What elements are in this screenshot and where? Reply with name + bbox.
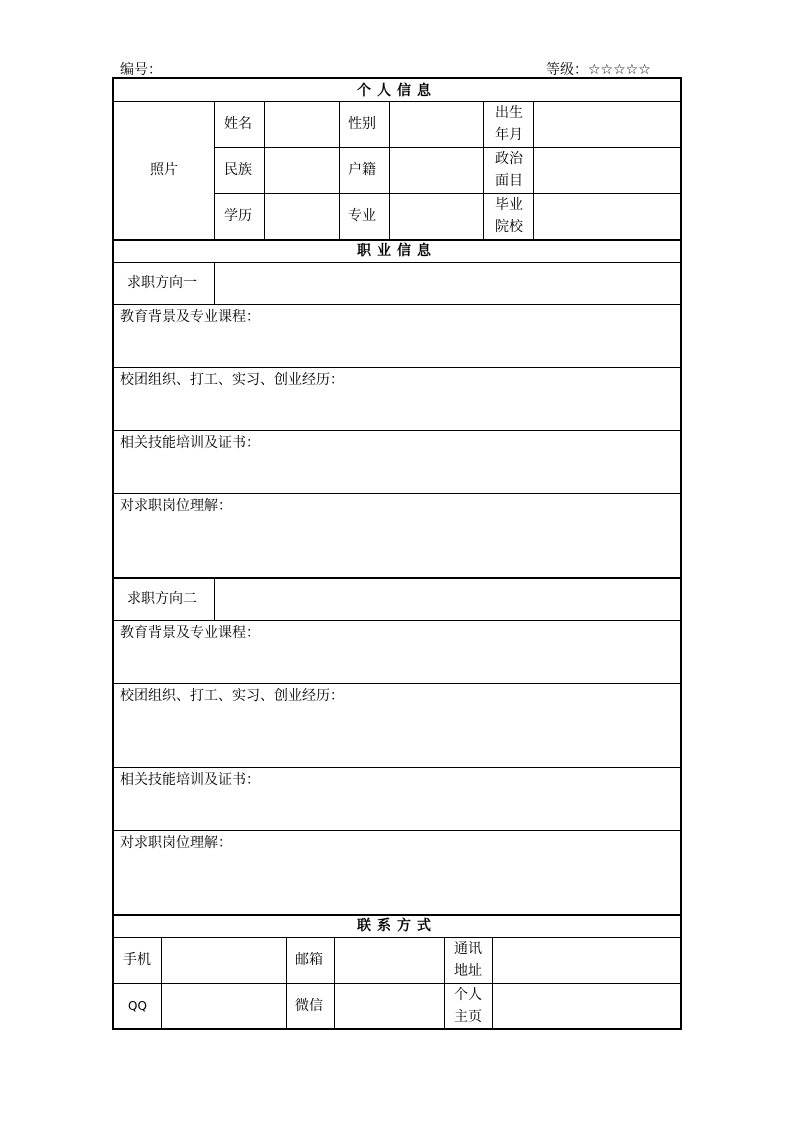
direction-2-education-field[interactable]	[114, 645, 680, 683]
rule	[114, 493, 680, 494]
contact-info-title: 联系方式	[357, 918, 437, 934]
direction-1-experience-label: 校团组织、打工、实习、创业经历：	[120, 372, 344, 388]
phone-field[interactable]	[162, 938, 286, 983]
address-label-line1: 通讯	[454, 941, 482, 957]
phone-label: 手机	[123, 952, 151, 968]
direction-1-experience-field[interactable]	[114, 392, 680, 430]
gender-field[interactable]	[390, 102, 483, 147]
qq-field[interactable]	[162, 984, 286, 1028]
career-info-title: 职业信息	[357, 243, 437, 259]
serial-number-label: 编号：	[120, 62, 162, 78]
rule	[444, 937, 445, 1028]
homepage-label	[450, 984, 486, 1028]
school-label-line1: 毕业	[495, 197, 523, 213]
direction-1-field[interactable]	[215, 263, 680, 304]
rule	[339, 101, 340, 239]
ethnicity-field[interactable]	[265, 148, 339, 193]
direction-2-field[interactable]	[215, 579, 680, 620]
direction-1-understanding-label: 对求职岗位理解：	[120, 498, 232, 514]
email-label: 邮箱	[295, 952, 323, 968]
email-field[interactable]	[335, 938, 444, 983]
direction-1-label: 求职方向一	[127, 275, 197, 291]
personal-info-title: 个人信息	[357, 83, 437, 99]
grade-stars[interactable]: ☆☆☆☆☆	[588, 62, 651, 78]
direction-2-experience-label: 校团组织、打工、实习、创业经历：	[120, 688, 344, 704]
rule	[114, 304, 680, 305]
major-label: 专业	[348, 208, 376, 224]
rule	[286, 937, 287, 1028]
homepage-field[interactable]	[493, 984, 680, 1028]
political-status-field[interactable]	[534, 148, 680, 193]
direction-1-understanding-field[interactable]	[114, 518, 680, 577]
rule	[114, 367, 680, 368]
hukou-label: 户籍	[348, 162, 376, 178]
birth-date-field[interactable]	[534, 102, 680, 147]
homepage-label-line1: 个人	[454, 987, 482, 1003]
ethnicity-label: 民族	[224, 162, 252, 178]
rule	[114, 620, 680, 621]
rule	[483, 101, 484, 239]
rule	[114, 683, 680, 684]
wechat-field[interactable]	[335, 984, 444, 1028]
direction-1-education-label: 教育背景及专业课程：	[120, 309, 260, 325]
address-label	[450, 938, 486, 982]
political-status-label	[491, 148, 527, 192]
birth-date-label	[491, 102, 527, 146]
wechat-label: 微信	[295, 998, 323, 1014]
direction-2-label: 求职方向二	[127, 591, 197, 607]
direction-2-understanding-field[interactable]	[114, 855, 680, 914]
direction-1-skills-field[interactable]	[114, 455, 680, 493]
school-label-line2: 院校	[495, 219, 523, 235]
education-label: 学历	[224, 208, 252, 224]
grade-field	[546, 59, 651, 79]
grade-label: 等级：	[546, 62, 588, 78]
major-field[interactable]	[390, 194, 483, 239]
hukou-field[interactable]	[390, 148, 483, 193]
school-field[interactable]	[534, 194, 680, 239]
birth-label-line1: 出生	[495, 105, 523, 121]
direction-2-education-label: 教育背景及专业课程：	[120, 625, 260, 641]
direction-2-skills-label: 相关技能培训及证书：	[120, 772, 260, 788]
direction-1-education-field[interactable]	[114, 329, 680, 367]
rule	[114, 830, 680, 831]
direction-2-understanding-label: 对求职岗位理解：	[120, 835, 232, 851]
birth-label-line2: 年月	[495, 127, 523, 143]
homepage-label-line2: 主页	[454, 1009, 482, 1025]
photo-label: 照片	[150, 162, 178, 178]
address-label-line2: 地址	[454, 963, 482, 979]
photo-field[interactable]	[114, 102, 214, 239]
name-label: 姓名	[224, 116, 252, 132]
politics-label-line1: 政治	[495, 151, 523, 167]
direction-1-skills-label: 相关技能培训及证书：	[120, 435, 260, 451]
direction-2-experience-field[interactable]	[114, 708, 680, 767]
school-label	[491, 194, 527, 238]
politics-label-line2: 面目	[495, 173, 523, 189]
resume-form	[112, 77, 682, 1030]
rule	[214, 101, 215, 239]
name-field[interactable]	[265, 102, 339, 147]
direction-2-skills-field[interactable]	[114, 792, 680, 830]
rule	[114, 430, 680, 431]
rule	[114, 767, 680, 768]
gender-label: 性别	[348, 116, 376, 132]
qq-label: QQ	[128, 999, 147, 1013]
address-field[interactable]	[493, 938, 680, 983]
education-field[interactable]	[265, 194, 339, 239]
